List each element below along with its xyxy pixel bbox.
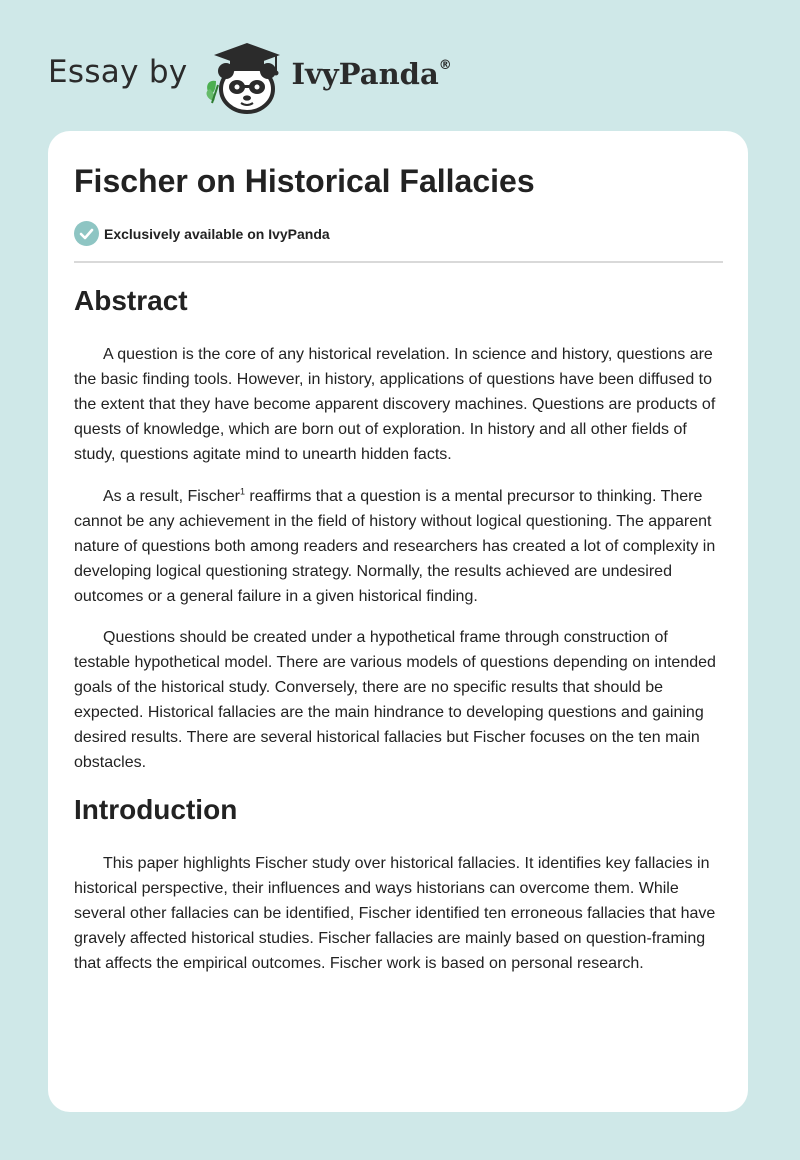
abstract-paragraph-2: As a result, Fischer$^1$ reaffirms that a question is a mental precursor to thinking. There cannot be any achievement in the field of history without logical questioning. The apparent nature of questions both among readers and researchers has created a lot of complexity in developing logical questioning strategy. Normally, the results achieved are undesired outcomes or a general failure in a given historical finding. <box>74 486 716 605</box>
exclusive-badge <box>74 221 330 246</box>
panda-graduate-icon <box>202 37 288 115</box>
section-heading-abstract: Abstract <box>74 285 188 316</box>
site-header <box>48 36 452 116</box>
brand-logo-text: IvyPanda® <box>291 57 452 91</box>
essay-card <box>48 131 748 1112</box>
abstract-paragraph-1: A question is the core of any historical revelation. In science and history, questions are the basic finding tools. However, in history, applications of questions have been diffused to the extent that they have become apparent discovery machines. Questions are products of quests of knowledge, which are born out of exploration. In history and all other fields of study, questions agitate mind to unearth hidden facts. <box>74 346 716 463</box>
exclusive-label: Exclusively available on IvyPanda <box>104 225 330 242</box>
essay-by-label: Essay by <box>48 54 188 90</box>
page-title: Fischer on Historical Fallacies <box>74 163 535 199</box>
footnote-marker[interactable]: 1 <box>239 486 245 497</box>
abstract-paragraph-3: Questions should be created under a hypothetical frame through construction of testable hypothetical model. There are various models of questions depending on intended goals of the historical study. Conversely, there are no specific results that should be expected. Historical fallacies are the main hindrance to developing questions and gaining desired results. There are several historical fallacies but Fischer focuses on the ten main obstacles. <box>74 629 716 771</box>
check-circle-icon <box>74 221 99 246</box>
introduction-paragraph-1: This paper highlights Fischer study over historical fallacies. It identifies key fallacies in historical perspective, their influences and ways historians can overcome them. While several other fallacies can be identified, Fischer identified ten erroneous fallacies that have gravely affected historical studies. Fischer fallacies are mainly based on question-framing that affects the empirical outcomes. Fischer work is based on personal research. <box>74 855 716 972</box>
section-heading-introduction: Introduction <box>74 794 238 825</box>
divider <box>74 261 723 263</box>
